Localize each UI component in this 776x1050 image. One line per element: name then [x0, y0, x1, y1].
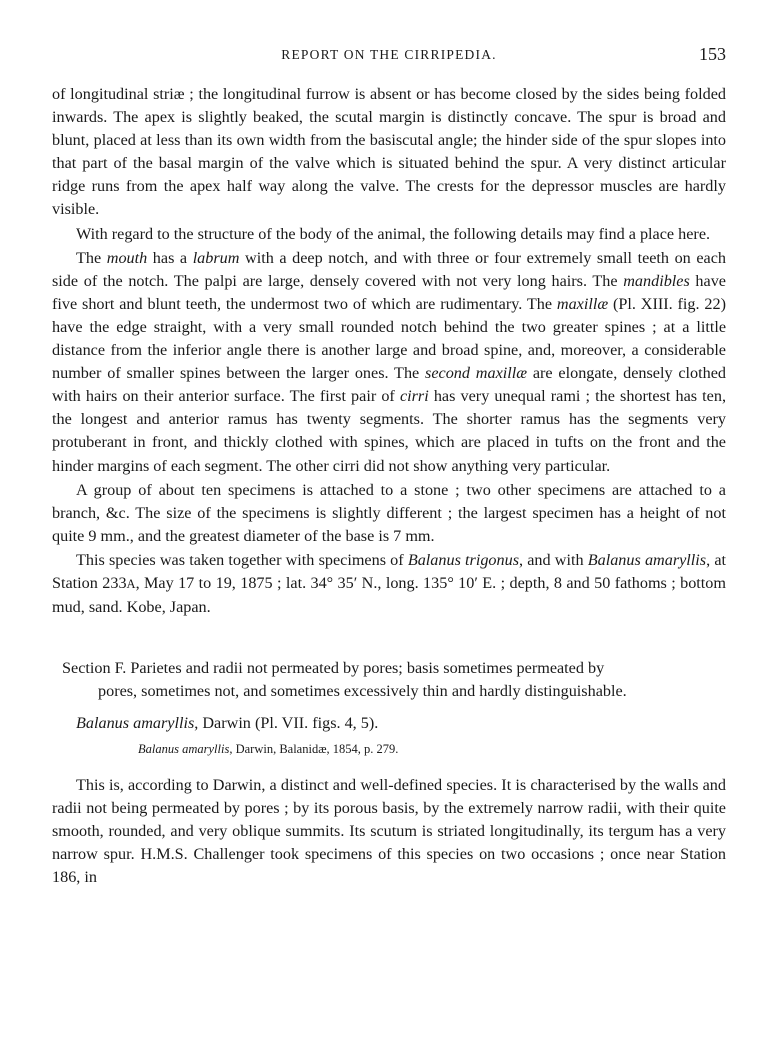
term-second-maxillae: second maxillæ	[425, 364, 528, 383]
species-heading-authority: , Darwin (Pl. VII. figs. 4, 5).	[194, 714, 379, 733]
synonymy-name: Balanus amaryllis	[138, 742, 230, 757]
species-heading-name: Balanus amaryllis	[76, 714, 195, 733]
paragraph-specimens: A group of about ten specimens is attached to a stone ; two other specimens are attached to a branch, &c. The size of the specimens is slightly different ; the largest specimen has a height of not quite 9 mm., and the greatest diameter of the base is 7 mm.	[52, 480, 726, 545]
paragraph-mouth-parts: The mouth has a labrum with a deep notch, and with three or four extremely small teeth on each side of the notch. The palpi are large, densely covered with not very long hairs. The mandibles have five short and blunt teeth, the undermost two of which are rudimentary. The maxillæ (Pl. XIII. fig. 22) have the edge straight, with a very small rounded notch behind the two greater spines ; at a little distance from the inferior angle there is another large and broad spine, and, moreover, a considerable number of smaller spines between the larger ones. The second maxillæ are elongate, densely clothed with hairs on their anterior surface. The first pair of cirri has very unequal rami ; the shortest has ten, the longest and anterior ramus has twenty segments. The shorter ramus has the segments very protuberant in front, and thickly clothed with spines, which are placed in tufts on the front and the hinder margins of each segment. The other cirri did not show anything very particular.	[52, 248, 727, 475]
species-balanus-trigonus: Balanus trigonus	[407, 550, 520, 569]
paragraph-body-structure: With regard to the structure of the body of the animal, the following details may find a place here.	[76, 224, 711, 243]
page-header	[52, 44, 726, 68]
species-balanus-amaryllis: Balanus amaryllis	[587, 550, 707, 569]
paragraph-description: This is, according to Darwin, a distinct and well-defined species. It is characterised by the walls and radii not being permeated by pores ; by its porous basis, by the extremely narrow radii, with their quite smooth, rounded, and very oblique summits. Its scutum is striated longitudinally, its tergum has a very narrow spur. H.M.S. Challenger took specimens of this species on two occasions ; once near Station 186, in	[52, 775, 726, 886]
body-text	[52, 83, 726, 889]
paragraph-scutum-continued: of longitudinal striæ ; the longitudinal furrow is absent or has become closed by the sides being folded inwards. The apex is slightly beaked, the scutal margin is distinctly concave. The spur is broad and blunt, placed at less than its own width from the basiscutal angle; the hinder side of the spur slopes into that part of the basal margin of the valve which is situated behind the spur. A very distinct articular ridge runs from the apex half way along the valve. The crests for the depressor muscles are hardly visible.	[52, 85, 726, 219]
term-cirri: cirri	[399, 387, 429, 406]
paragraph-station: This species was taken together with specimens of Balanus trigonus, and with Balanus amaryllis, at Station 233A, May 17 to 19, 1875 ; lat. 34° 35′ N., long. 135° 10′ E. ; depth, 8 and 50 fathoms ; bottom mud, sand. Kobe, Japan.	[52, 550, 727, 617]
section-heading-line-2: pores, sometimes not, and sometimes excessively thin and hardly distinguishable.	[98, 682, 627, 701]
synonymy-line	[52, 738, 726, 761]
species-heading	[52, 712, 726, 735]
term-mandibles: mandibles	[623, 271, 690, 290]
page-number: 153	[699, 44, 726, 64]
synonymy-reference: , Darwin, Balanidæ, 1854, p. 279.	[229, 742, 399, 757]
term-mouth: mouth	[106, 248, 148, 267]
running-title: REPORT ON THE CIRRIPEDIA.	[281, 47, 497, 62]
section-heading-line-1: Section F. Parietes and radii not permeated by pores; basis sometimes permeated by	[62, 659, 605, 678]
term-labrum: labrum	[192, 248, 240, 267]
term-maxillae: maxillæ	[556, 294, 609, 313]
section-heading	[52, 657, 726, 703]
